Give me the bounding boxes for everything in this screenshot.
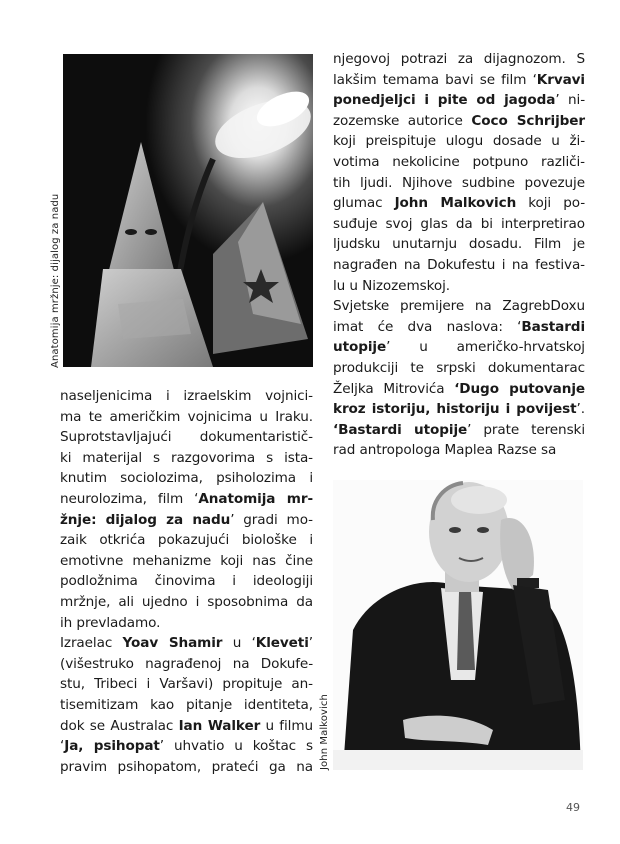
page-number: 49 xyxy=(566,801,580,814)
text-run: ’ uhvatio u koštac s xyxy=(159,738,313,755)
text-run: Svjetske premijere na ZagrebDoxu xyxy=(333,298,585,315)
text-run: ‘ xyxy=(60,738,65,755)
text-run: stu, Tribeci i Varšavi) propituje an- xyxy=(60,676,313,693)
hooded-figure-illustration xyxy=(63,54,313,367)
text-line xyxy=(60,571,313,592)
text-run: koji preispituje ulogu dosade u ži- xyxy=(333,133,585,150)
text-run: ki materijal s razgovorima s ista- xyxy=(60,449,313,466)
text-run: lu u Nizozemskoj. xyxy=(333,277,450,294)
text-run: zaik otkrića pokazujući biološke i xyxy=(60,532,313,549)
bold-text-run: John Malkovich xyxy=(394,195,517,212)
text-line xyxy=(60,674,313,695)
text-run: ’. xyxy=(576,401,585,418)
bold-text-run: žnje: dijalog za nadu xyxy=(60,511,231,528)
text-run: pravim psihopatom, prateći ga na xyxy=(60,758,313,775)
text-line xyxy=(333,173,585,194)
text-line xyxy=(60,736,313,757)
bold-text-run: Ian Walker xyxy=(178,717,261,734)
bold-text-run: Anatomija mr- xyxy=(198,490,313,507)
text-run: mržnje, ali ujedno i sposobnima da xyxy=(60,593,313,610)
text-line xyxy=(60,448,313,469)
text-run: Izraelac xyxy=(60,635,123,652)
text-line xyxy=(60,592,313,613)
text-line xyxy=(333,358,585,379)
bold-text-run: ‘Bastardi utopije xyxy=(333,421,468,438)
text-line xyxy=(333,296,585,317)
text-line xyxy=(333,214,585,235)
right-text-column xyxy=(333,49,585,461)
text-line xyxy=(333,234,585,255)
text-line xyxy=(60,757,313,778)
text-line xyxy=(60,468,313,489)
text-run: ’ prate terenski xyxy=(467,421,585,438)
text-run: naseljenicima i izraelskim vojnici- xyxy=(60,388,313,404)
text-run: (višestruko nagrađenoj na Dokufe- xyxy=(60,655,313,672)
text-line xyxy=(333,379,585,400)
text-run: tih ljudi. Njihove sudbine povezuje xyxy=(333,174,585,191)
text-run: glumac xyxy=(333,195,395,212)
text-run: Željka Mitrovića xyxy=(333,380,455,397)
text-run: podložnima činovima i ideologiji xyxy=(60,573,313,590)
text-run: ’ u američko-hrvatskoj xyxy=(386,339,585,356)
text-line xyxy=(60,407,313,428)
text-line xyxy=(60,386,313,407)
bold-text-run: utopije xyxy=(333,339,387,356)
bold-text-run: Coco Schrijber xyxy=(471,112,585,129)
text-run: ma te američkim vojnicima u Iraku. xyxy=(60,408,313,425)
malkovich-photo-caption: John Malkovich xyxy=(319,694,330,770)
text-line xyxy=(333,399,585,420)
text-line xyxy=(60,427,313,448)
bold-text-run: Krvavi xyxy=(536,71,585,88)
text-run: zozemske autorice xyxy=(333,112,472,129)
text-run: u filmu xyxy=(260,717,314,734)
text-line xyxy=(60,530,313,551)
text-line xyxy=(333,420,585,441)
bold-text-run: kroz istoriju, historiju i povijest xyxy=(333,401,577,418)
bold-text-run: Kleveti xyxy=(255,635,309,652)
text-run: Suprotstavljajući dokumentaristič- xyxy=(60,429,313,446)
text-run: ’ gradi mo- xyxy=(230,511,313,528)
text-run: ih prevladamo. xyxy=(60,614,161,631)
left-text-column xyxy=(60,386,313,777)
text-run: tisemitizam kao pitanje identiteta, xyxy=(60,696,313,713)
text-line xyxy=(60,489,313,510)
text-run: imat će dva naslova: ‘ xyxy=(333,318,522,335)
text-line xyxy=(60,716,313,737)
text-line xyxy=(60,613,313,634)
kkk-photo-caption: Anatomija mržnje: dijalog za nadu xyxy=(50,193,61,368)
text-run: nagrađen na Dokufestu i na festiva- xyxy=(333,256,585,273)
text-line xyxy=(60,654,313,675)
text-line xyxy=(333,276,585,297)
text-run: emotivne mehanizme koji nas čine xyxy=(60,552,313,569)
text-run: votima nekolicine potpuno različi- xyxy=(333,153,585,170)
text-line xyxy=(333,255,585,276)
text-line xyxy=(60,633,313,654)
text-line xyxy=(333,49,585,70)
text-line xyxy=(333,131,585,152)
bold-text-run: Ja, psihopat xyxy=(64,738,160,755)
text-run: ’ ni- xyxy=(555,92,585,109)
text-run: lakšim temama bavi se film ‘ xyxy=(333,71,537,88)
text-run: u ‘ xyxy=(222,635,256,652)
text-line xyxy=(60,695,313,716)
bold-text-run: ‘Dugo putovanje xyxy=(454,380,586,397)
bold-text-run: Yoav Shamir xyxy=(122,635,223,652)
text-line xyxy=(333,317,585,338)
text-run: knutim sociolozima, psiholozima i xyxy=(60,470,313,487)
text-line xyxy=(333,111,585,132)
text-run: neurolozima, film ‘ xyxy=(60,490,199,507)
bold-text-run: ponedjeljci i pite od jagoda xyxy=(333,92,556,109)
text-line xyxy=(333,440,585,461)
portrait-illustration xyxy=(333,480,583,770)
text-run: ’ xyxy=(308,635,313,652)
text-line xyxy=(60,551,313,572)
text-line xyxy=(333,337,585,358)
malkovich-photo xyxy=(333,480,583,770)
text-run: dok se Australac xyxy=(60,717,179,734)
bold-text-run: Bastardi xyxy=(521,318,585,335)
text-run: suđuje svoj glas da bi interpretirao xyxy=(333,215,585,232)
text-line xyxy=(333,152,585,173)
text-line xyxy=(333,70,585,91)
text-line xyxy=(60,510,313,531)
text-run: ljudsku unutarnju dosadu. Film je xyxy=(333,236,585,253)
text-run: njegovoj potrazi za dijagnozom. S xyxy=(333,51,585,67)
text-run: produkciji te srpski dokumentarac xyxy=(333,359,585,376)
text-line xyxy=(333,193,585,214)
kkk-photo xyxy=(63,54,313,367)
text-run: koji po- xyxy=(516,195,585,212)
text-run: rad antropologa Maplea Razse sa xyxy=(333,442,557,459)
text-line xyxy=(333,90,585,111)
